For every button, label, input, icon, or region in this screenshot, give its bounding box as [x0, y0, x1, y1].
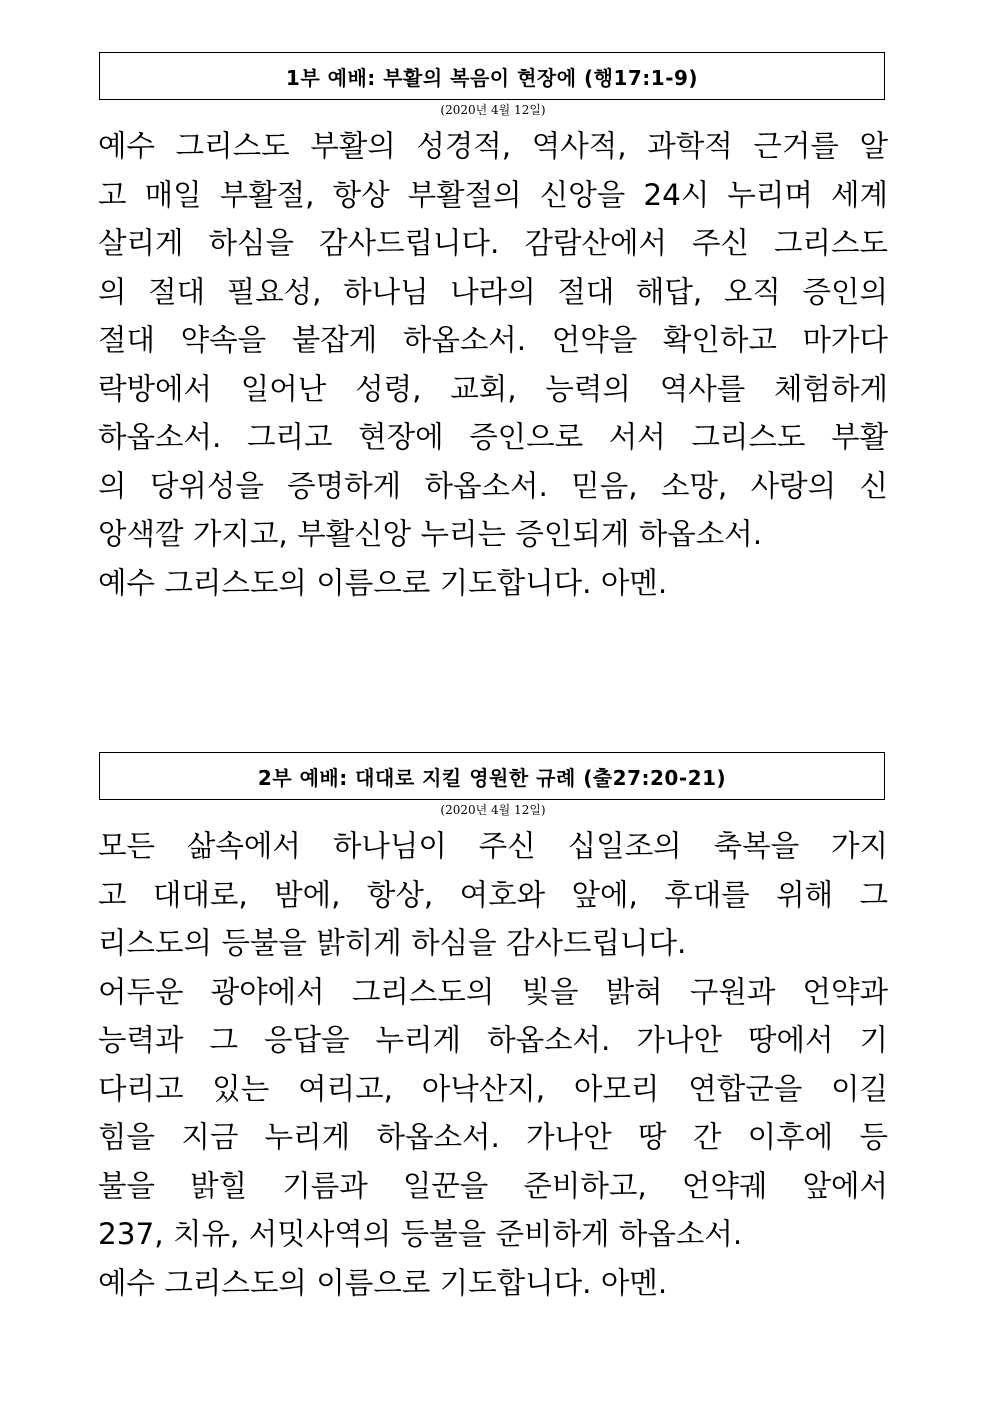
- section-date: (2020년 4월 12일): [440, 103, 546, 117]
- prayer-line: 앙색깔 가지고, 부활신앙 누리는 증인되게 하옵소서.: [98, 517, 763, 551]
- prayer-line: 의 당위성을 증명하게 하옵소서. 믿음, 소망, 사랑의 신: [98, 468, 888, 503]
- section-title-box: [99, 752, 885, 800]
- prayer-line: 고 매일 부활절, 항상 부활절의 신앙을 24시 누리며 세계: [98, 177, 888, 212]
- prayer-closing: 예수 그리스도의 이름으로 기도합니다. 아멘.: [98, 1265, 668, 1300]
- prayer-line: 하옵소서. 그리고 현장에 증인으로 서서 그리스도 부활: [98, 420, 888, 454]
- prayer-line: 힘을 지금 누리게 하옵소서. 가나안 땅 간 이후에 등: [98, 1120, 888, 1154]
- prayer-line: 리스도의 등불을 밝히게 하심을 감사드립니다.: [98, 926, 687, 960]
- prayer-line: 237, 치유, 서밋사역의 등불을 준비하게 하옵소서.: [98, 1217, 743, 1251]
- section-title: 2부 예배: 대대로 지킬 영원한 규례 (출27:20-21): [257, 765, 727, 790]
- prayer-line: 예수 그리스도 부활의 성경적, 역사적, 과학적 근거를 알: [98, 129, 888, 163]
- prayer-section-1: [98, 52, 888, 607]
- prayer-line: 불을 밝힐 기름과 일꾼을 준비하고, 언약궤 앞에서: [98, 1168, 888, 1203]
- prayer-section-2: [98, 752, 888, 1307]
- prayer-line: 고 대대로, 밤에, 항상, 여호와 앞에, 후대를 위해 그: [98, 877, 888, 912]
- prayer-text: [98, 822, 888, 1307]
- prayer-line: 다리고 있는 여리고, 아낙산지, 아모리 연합군을 이길: [98, 1071, 888, 1106]
- prayer-line: 살리게 하심을 감사드립니다. 감람산에서 주신 그리스도: [98, 226, 888, 260]
- section-date: (2020년 4월 12일): [440, 803, 546, 817]
- prayer-line: 모든 삶속에서 하나님이 주신 십일조의 축복을 가지: [98, 829, 888, 863]
- prayer-closing: 예수 그리스도의 이름으로 기도합니다. 아멘.: [98, 565, 668, 600]
- prayer-line: 능력과 그 응답을 누리게 하옵소서. 가나안 땅에서 기: [98, 1023, 888, 1057]
- section-title: 1부 예배: 부활의 복음이 현장에 (행17:1-9): [285, 65, 699, 90]
- prayer-line: 절대 약속을 붙잡게 하옵소서. 언약을 확인하고 마가다: [98, 323, 888, 357]
- prayer-text: [98, 122, 888, 607]
- prayer-line: 어두운 광야에서 그리스도의 빛을 밝혀 구원과 언약과: [98, 974, 888, 1009]
- section-title-box: [99, 52, 885, 100]
- prayer-line: 의 절대 필요성, 하나님 나라의 절대 해답, 오직 증인의: [98, 274, 888, 309]
- prayer-line: 락방에서 일어난 성령, 교회, 능력의 역사를 체험하게: [98, 371, 888, 406]
